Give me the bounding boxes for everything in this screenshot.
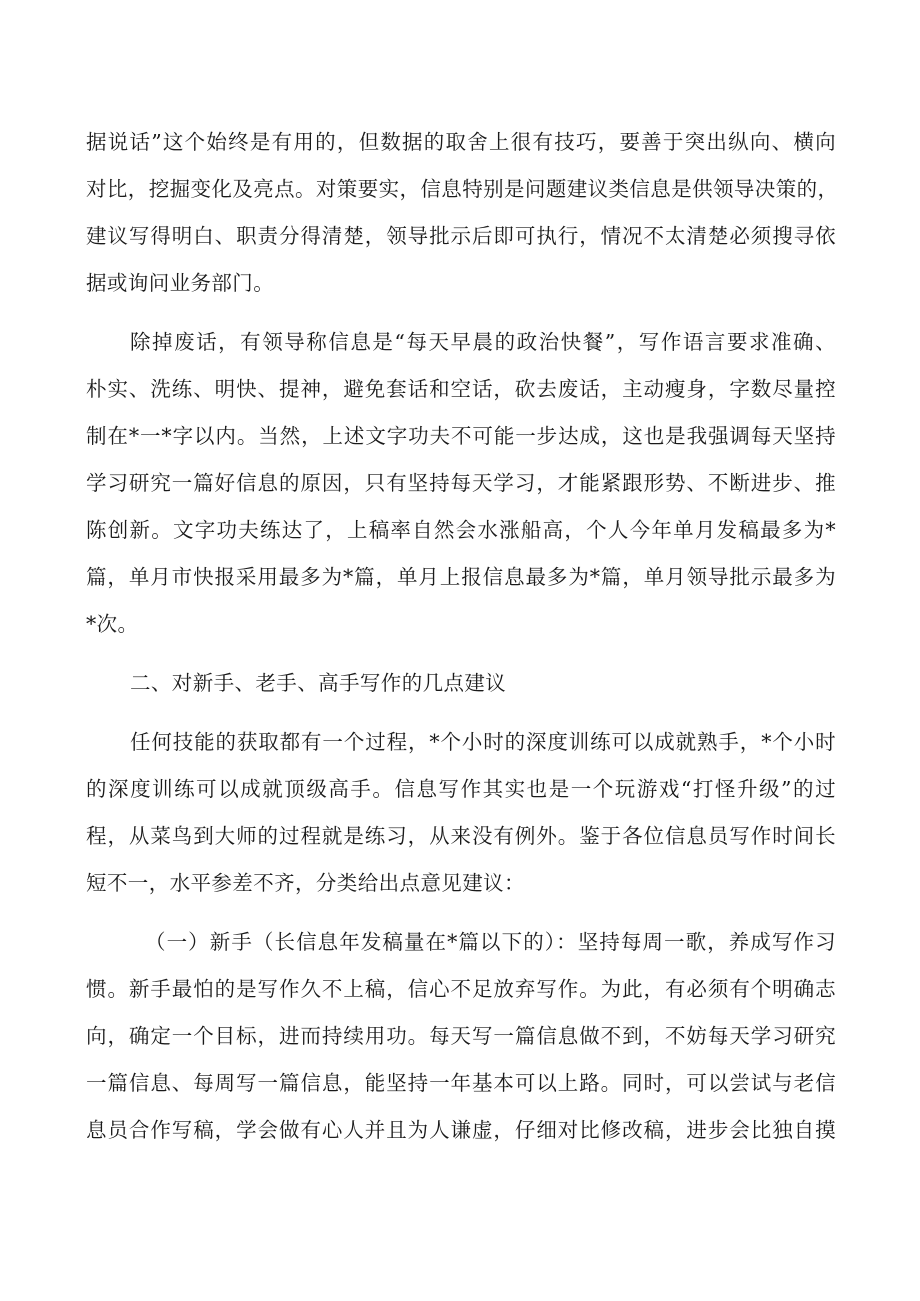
text-line-5: 除掉废话，有领导称信息是“每天早晨的政治快餐”，写作语言要求准确、 [130,330,836,354]
text-line-16: 短不一，水平参差不齐，分类给出点意见建议： [86,871,525,895]
text-line-19: 向，确定一个目标，进而持续用功。每天写一篇信息做不到，不妨每天学习研究 [86,1024,836,1048]
text-line-3: 建议写得明白、职责分得清楚，领导批示后即可执行，情况不太清楚必须搜寻依 [86,224,836,248]
text-line-13: 任何技能的获取都有一个过程，*个小时的深度训练可以成就熟手，*个小时 [130,730,836,754]
text-line-7: 制在*一*字以内。当然，上述文字功夫不可能一步达成，这也是我强调每天坚持 [86,424,836,448]
text-line-21: 息员合作写稿，学会做有心人并且为人谦虚，仔细对比修改稿，进步会比独自摸 [86,1118,836,1142]
text-line-4: 据或询问业务部门。 [86,271,275,295]
text-line-9: 陈创新。文字功夫练达了，上稿率自然会水涨船高，个人今年单月发稿最多为* [86,518,836,542]
text-line-10: 篇，单月市快报采用最多为*篇，单月上报信息最多为*篇，单月领导批示最多为 [86,565,836,589]
text-line-2: 对比，挖掘变化及亮点。对策要实，信息特别是问题建议类信息是供领导决策的， [86,177,839,201]
text-line-6: 朴实、洗练、明快、提神，避免套话和空话，砍去废话，主动瘦身，字数尽量控 [86,377,836,401]
section-heading: 二、对新手、老手、高手写作的几点建议 [130,671,507,695]
text-line-15: 程，从菜鸟到大师的过程就是练习，从来没有例外。鉴于各位信息员写作时间长 [86,824,836,848]
text-line-18: 惯。新手最怕的是写作久不上稿，信心不足放弃写作。为此，有必须有个明确志 [86,977,836,1001]
text-line-20: 一篇信息、每周写一篇信息，能坚持一年基本可以上路。同时，可以尝试与老信 [86,1071,836,1095]
text-line-11: *次。 [86,612,139,636]
text-line-14: 的深度训练可以成就顶级高手。信息写作其实也是一个玩游戏“打怪升级”的过 [86,777,836,801]
text-line-17: （一）新手（长信息年发稿量在*篇以下的）：坚持每周一歌，养成写作习 [145,930,836,954]
text-line-1: 据说话”这个始终是有用的，但数据的取舍上很有技巧，要善于突出纵向、横向 [86,130,836,154]
text-line-8: 学习研究一篇好信息的原因，只有坚持每天学习，才能紧跟形势、不断进步、推 [86,471,836,495]
